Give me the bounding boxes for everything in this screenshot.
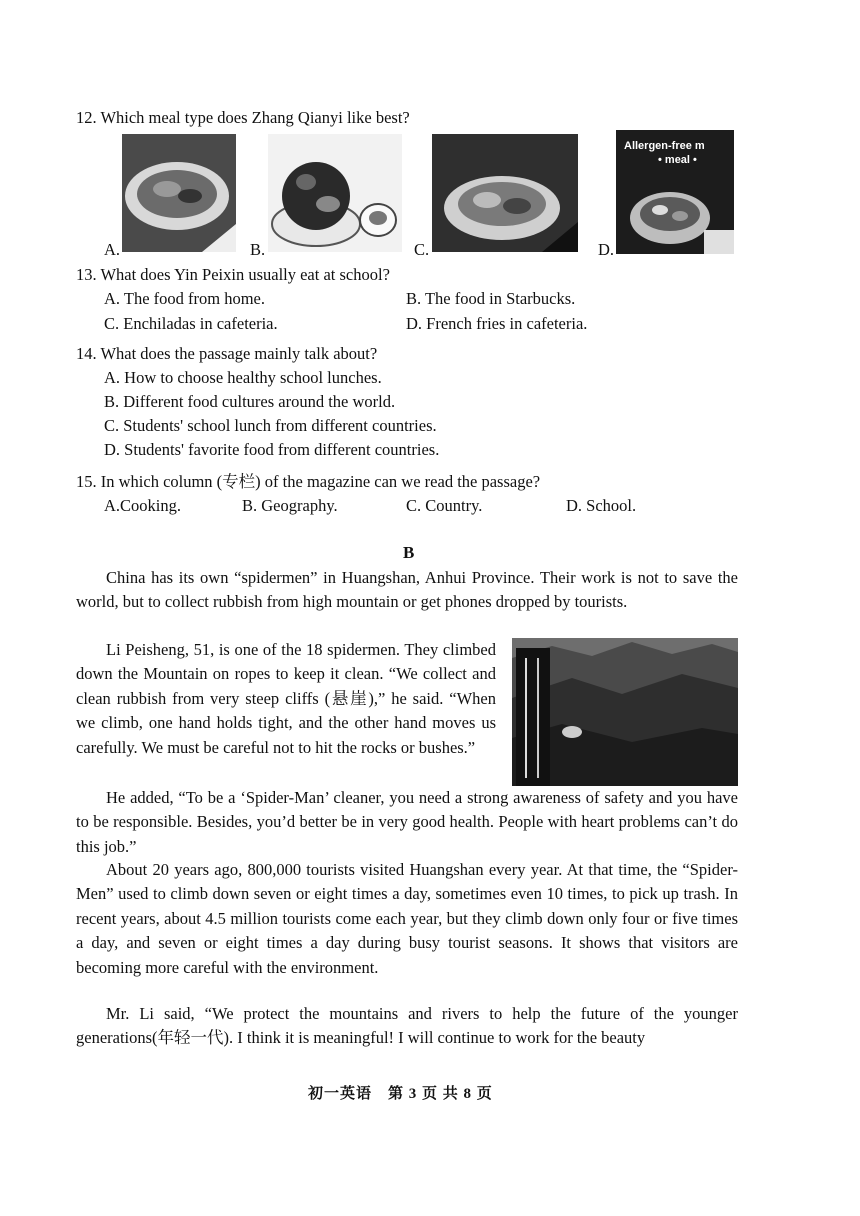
q15-option-c: C. Country. xyxy=(406,496,483,515)
meal-image-a xyxy=(122,134,236,252)
q13-option-d: D. French fries in cafeteria. xyxy=(406,314,588,333)
q12-option-c-label: C. xyxy=(414,240,430,259)
spidermen-photo xyxy=(512,638,738,786)
q13-option-b: B. The food in Starbucks. xyxy=(406,289,576,308)
q12-option-a-label: A. xyxy=(104,240,121,259)
q13-option-a: A. The food from home. xyxy=(104,289,265,308)
q15-option-b: B. Geography. xyxy=(242,496,338,515)
q15-question: 15. In which column (专栏) of the magazine can we read the passage? xyxy=(76,472,541,491)
section-b-paragraph-4: About 20 years ago, 800,000 tourists visited Huangshan every year. At that time, the “Spider-Men” used to climb down seven or eight times a day, sometimes even 10 times, to pick up trash. In recent years, about 4.5 million tourists come each year, but they climb down only four or five times a day, and seven or eight times a day during busy tourist seasons. It shows that visitors are becoming more careful with the environment. xyxy=(76,860,738,977)
section-b-paragraph-1: China has its own “spidermen” in Huangshan, Anhui Province. Their work is not to save the world, but to collect rubbish from high mountain or get phones dropped by tourists. xyxy=(76,568,738,612)
section-b-paragraph-2: Li Peisheng, 51, is one of the 18 spidermen. They climbed down the Mountain on ropes to keep it clean. “We collect and clean rubbish from very steep cliffs (悬崖),” he said. “When we climb, one hand holds tight, and the other hand moves us carefully. We must be careful not to hit the rocks or bushes.” xyxy=(76,640,496,757)
section-b-heading: B xyxy=(403,543,415,562)
section-b-paragraph-3: He added, “To be a ‘Spider-Man’ cleaner, you need a strong awareness of safety and you have to be responsible. Besides, you’d better be in very good health. People with heart problems can’t do this job.” xyxy=(76,788,738,856)
q15-option-a: A.Cooking. xyxy=(104,496,182,515)
q13-option-c: C. Enchiladas in cafeteria. xyxy=(104,314,278,333)
q14-option-d: D. Students' favorite food from different countries. xyxy=(104,440,440,459)
q14-option-a: A. How to choose healthy school lunches. xyxy=(104,368,382,387)
section-b-paragraph-5: Mr. Li said, “We protect the mountains and rivers to help the future of the younger generations(年轻一代). I think it is meaningful! I will continue to work for the beauty xyxy=(76,1004,738,1048)
q14-option-b: B. Different food cultures around the world. xyxy=(104,392,396,411)
q12-question: 12. Which meal type does Zhang Qianyi like best? xyxy=(76,108,410,127)
meal-image-b xyxy=(268,134,402,252)
page-footer: 初一英语 第 3 页 共 8 页 xyxy=(308,1086,493,1102)
allergen-free-text-1: Allergen-free m xyxy=(624,140,705,152)
allergen-free-text-2: • meal • xyxy=(658,154,697,166)
q14-option-c: C. Students' school lunch from different countries. xyxy=(104,416,437,435)
q14-question: 14. What does the passage mainly talk about? xyxy=(76,344,378,363)
q13-question: 13. What does Yin Peixin usually eat at school? xyxy=(76,265,390,284)
meal-image-d xyxy=(616,130,734,254)
meal-image-c xyxy=(432,134,578,252)
q12-option-b-label: B. xyxy=(250,240,266,259)
q12-option-d-label: D. xyxy=(598,240,615,259)
q15-option-d: D. School. xyxy=(566,496,637,515)
